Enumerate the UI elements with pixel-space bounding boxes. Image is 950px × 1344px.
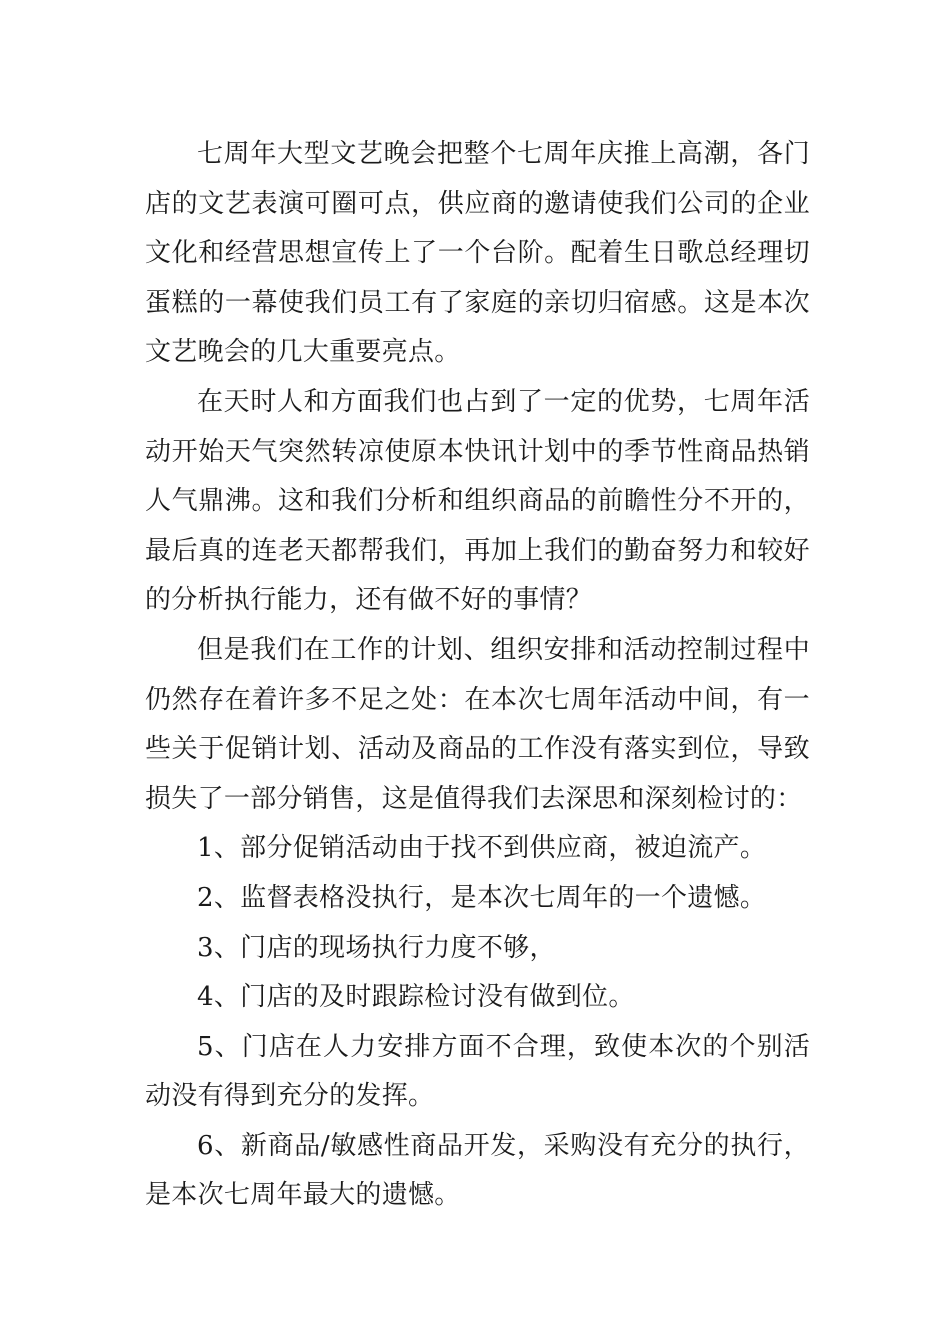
list-item-2: 2、监督表格没执行，是本次七周年的一个遗憾。 <box>197 882 767 913</box>
list-item-5: 5、门店在人力安排方面不合理，致使本次的个别活动没有得到充分的发挥。 <box>145 1031 810 1112</box>
document-body <box>145 130 810 1221</box>
paragraph-highlights: 七周年大型文艺晚会把整个七周年庆推上高潮，各门店的文艺表演可圈可点，供应商的邀请使我们公司的企业文化和经营思想宣传上了一个台阶。配着生日歌总经理切蛋糕的一幕使我们员工有了家庭的亲切归宿感。这是本次文艺晚会的几大重要亮点。 <box>145 139 810 368</box>
list-item-4: 4、门店的及时跟踪检讨没有做到位。 <box>197 982 635 1013</box>
list-item-3: 3、门店的现场执行力度不够， <box>197 932 556 963</box>
paragraph-shortcomings: 但是我们在工作的计划、组织安排和活动控制过程中仍然存在着许多不足之处：在本次七周年活动中间，有一些关于促销计划、活动及商品的工作没有落实到位，导致损失了一部分销售，这是值得我们去深思和深刻检讨的： <box>145 634 810 814</box>
paragraph-advantages: 在天时人和方面我们也占到了一定的优势，七周年活动开始天气突然转凉使原本快讯计划中的季节性商品热销人气鼎沸。这和我们分析和组织商品的前瞻性分不开的，最后真的连老天都帮我们，再加上我们的勤奋努力和较好的分析执行能力，还有做不好的事情？ <box>145 386 810 616</box>
list-item-6: 6、新商品/敏感性商品开发，采购没有充分的执行，是本次七周年最大的遗憾。 <box>145 1130 810 1211</box>
list-item-1: 1、部分促销活动由于找不到供应商，被迫流产。 <box>197 833 767 864</box>
